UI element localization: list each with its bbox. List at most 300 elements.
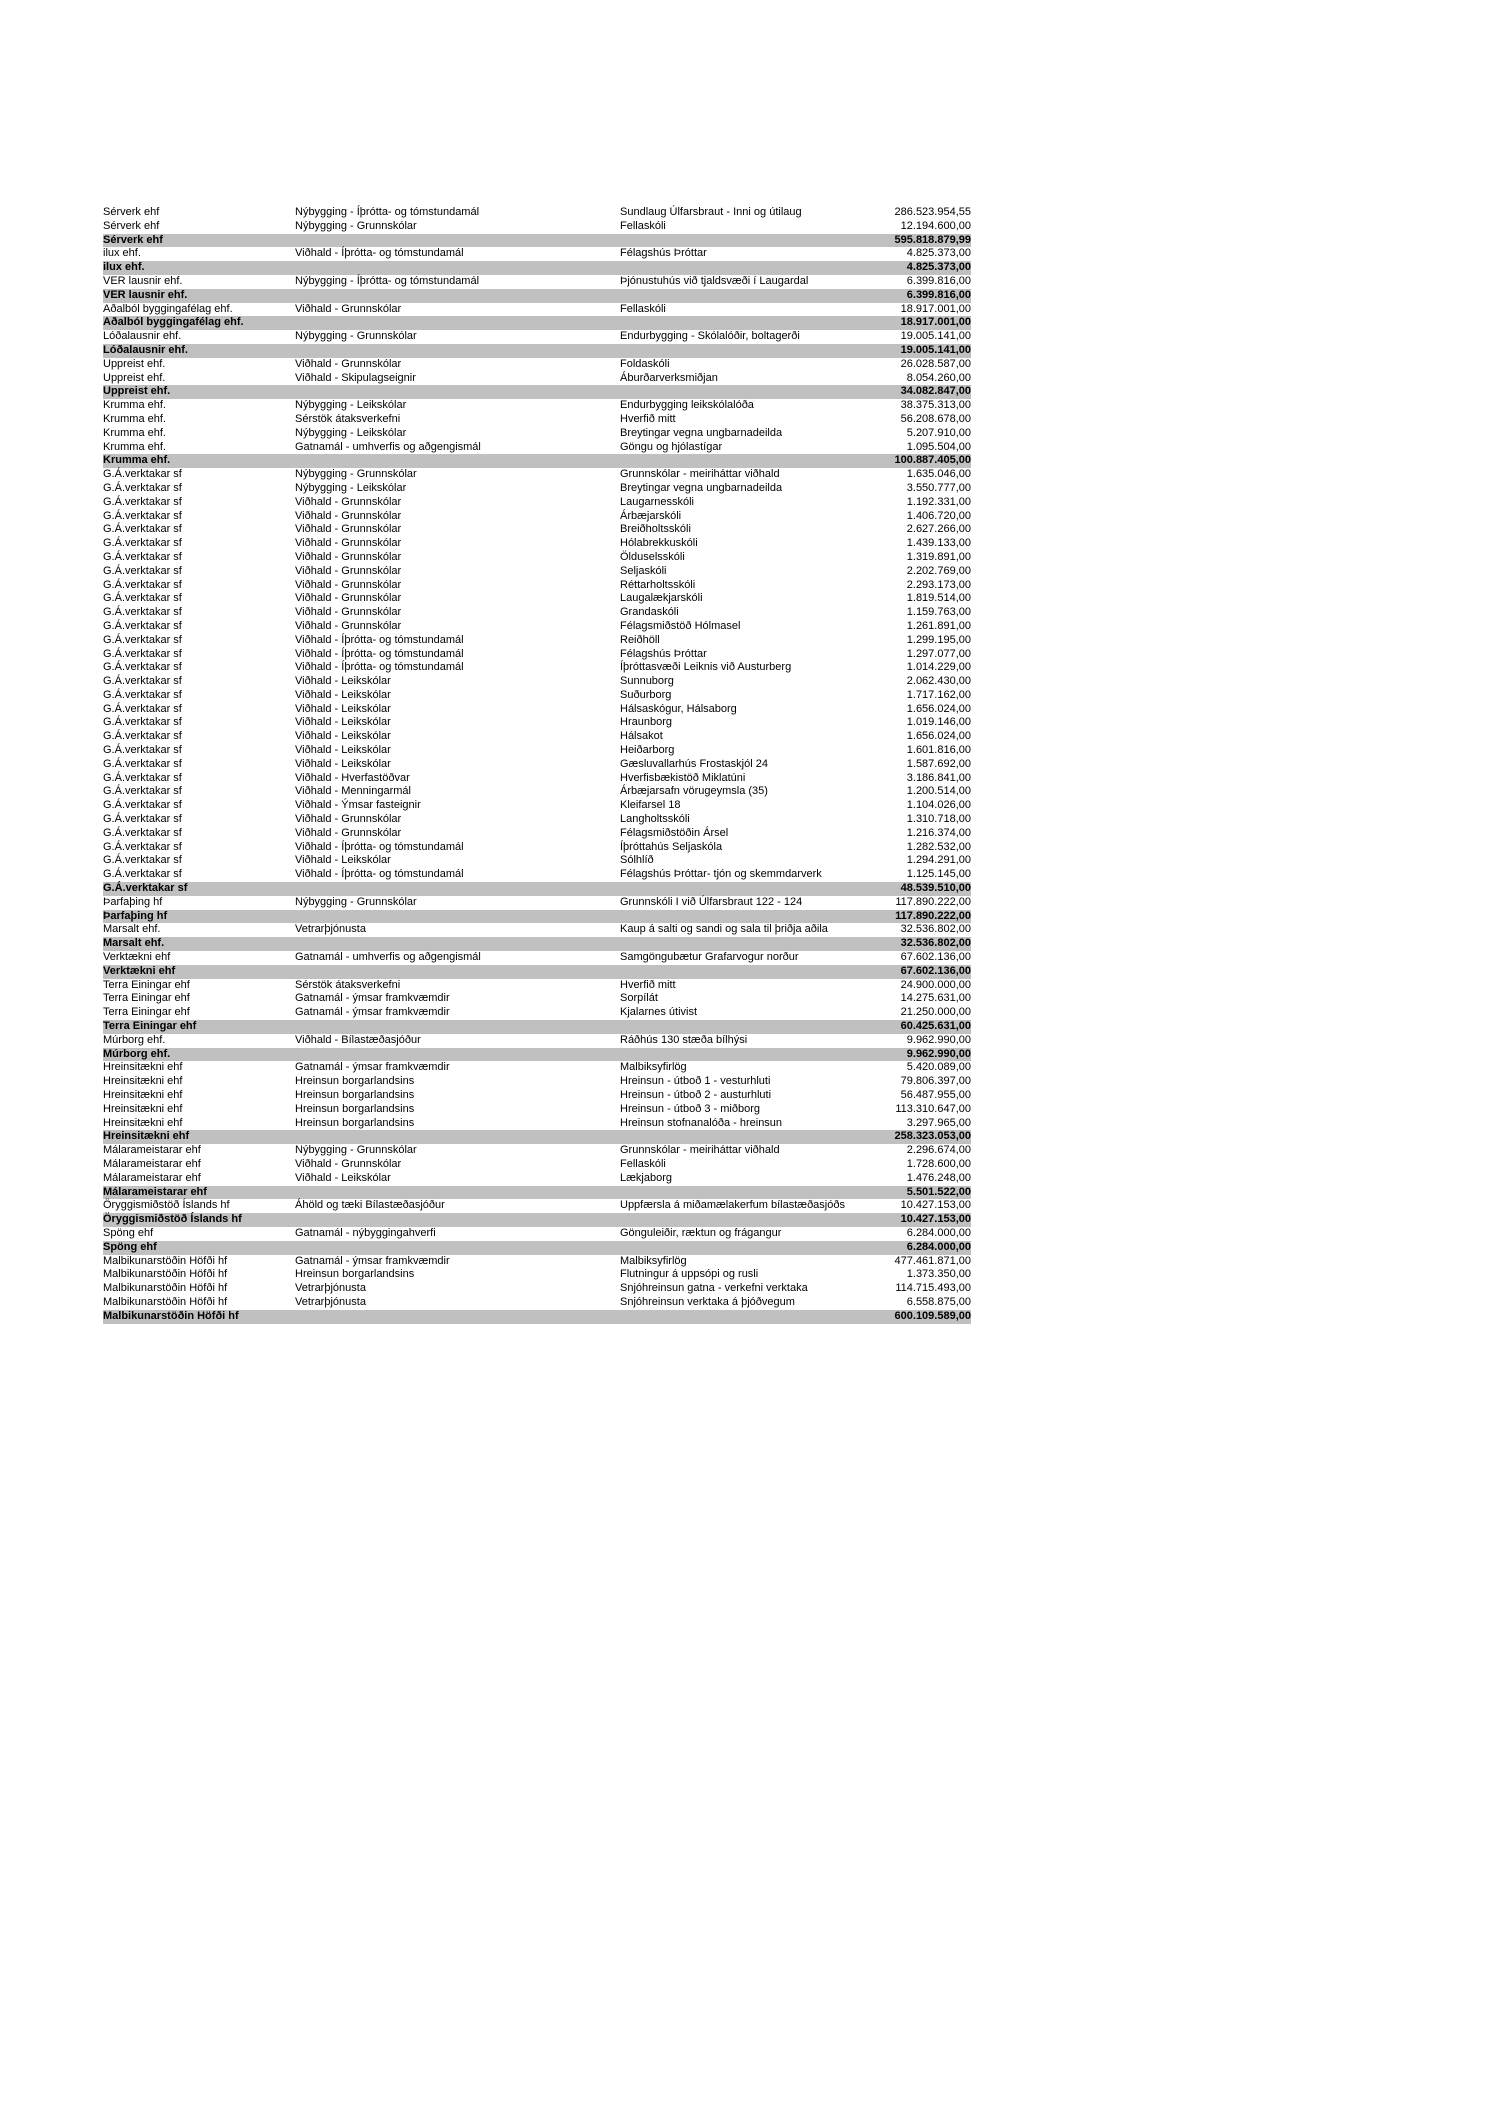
subtotal-row xyxy=(103,261,971,275)
company-cell: Múrborg ehf. xyxy=(103,1047,171,1060)
company-cell: G.Á.verktakar sf xyxy=(103,840,182,853)
subtotal-row xyxy=(103,965,971,979)
amount-cell: 6.284.000,00 xyxy=(906,1226,971,1239)
amount-cell: 32.536.802,00 xyxy=(900,923,971,936)
category-cell: Viðhald - Leikskólar xyxy=(295,757,391,770)
company-cell: G.Á.verktakar sf xyxy=(103,688,182,701)
subtotal-row xyxy=(103,385,971,399)
table-row xyxy=(103,427,971,441)
category-cell: Viðhald - Grunnskólar xyxy=(295,495,402,508)
category-cell: Viðhald - Íþrótta- og tómstundamál xyxy=(295,647,464,660)
company-cell: Marsalt ehf. xyxy=(103,937,165,950)
amount-cell: 79.806.397,00 xyxy=(900,1075,971,1088)
category-cell: Viðhald - Grunnskólar xyxy=(295,302,402,315)
table-row xyxy=(103,523,971,537)
company-cell: G.Á.verktakar sf xyxy=(103,592,182,605)
project-cell: Breytingar vegna ungbarnadeilda xyxy=(620,481,783,494)
company-cell: Krumma ehf. xyxy=(103,426,166,439)
table-row xyxy=(103,661,971,675)
table-row xyxy=(103,303,971,317)
project-cell: Hreinsun - útboð 1 - vesturhluti xyxy=(620,1075,771,1088)
amount-cell: 1.601.816,00 xyxy=(906,744,971,757)
amount-cell: 6.399.816,00 xyxy=(906,288,971,301)
category-cell: Viðhald - Hverfastöðvar xyxy=(295,771,410,784)
category-cell: Gatnamál - ýmsar framkvæmdir xyxy=(295,1061,450,1074)
project-cell: Réttarholtsskóli xyxy=(620,578,696,591)
company-cell: Aðalból byggingafélag ehf. xyxy=(103,316,244,329)
amount-cell: 1.159.763,00 xyxy=(906,606,971,619)
company-cell: Málarameistarar ehf xyxy=(103,1157,201,1170)
amount-cell: 2.296.674,00 xyxy=(906,1144,971,1157)
category-cell: Vetrarþjónusta xyxy=(295,1295,366,1308)
project-cell: Hreinsun stofnanalóða - hreinsun xyxy=(620,1116,783,1129)
amount-cell: 1.319.891,00 xyxy=(906,550,971,563)
table-row xyxy=(103,1296,971,1310)
table-row xyxy=(103,772,971,786)
amount-cell: 56.208.678,00 xyxy=(900,412,971,425)
project-cell: Sunnuborg xyxy=(620,675,674,688)
table-row xyxy=(103,868,971,882)
category-cell: Nýbygging - Grunnskólar xyxy=(295,468,417,481)
project-cell: Laugarnesskóli xyxy=(620,495,694,508)
amount-cell: 1.294.291,00 xyxy=(906,854,971,867)
table-row xyxy=(103,620,971,634)
table-row xyxy=(103,413,971,427)
category-cell: Viðhald - Leikskólar xyxy=(295,854,391,867)
amount-cell: 3.186.841,00 xyxy=(906,771,971,784)
project-cell: Hverfið mitt xyxy=(620,978,676,991)
project-cell: Íþróttasvæði Leiknis við Austurberg xyxy=(620,661,792,674)
category-cell: Gatnamál - nýbyggingahverfi xyxy=(295,1226,436,1239)
company-cell: G.Á.verktakar sf xyxy=(103,633,182,646)
company-cell: Krumma ehf. xyxy=(103,412,166,425)
amount-cell: 600.109.589,00 xyxy=(894,1309,971,1322)
company-cell: G.Á.verktakar sf xyxy=(103,799,182,812)
category-cell: Viðhald - Leikskólar xyxy=(295,716,391,729)
amount-cell: 38.375.313,00 xyxy=(900,399,971,412)
category-cell: Sérstök átaksverkefni xyxy=(295,978,401,991)
project-cell: Árbæjarsafn vörugeymsla (35) xyxy=(620,785,768,798)
contractor-report-table xyxy=(103,206,971,1324)
subtotal-row xyxy=(103,1020,971,1034)
project-cell: Seljaskóli xyxy=(620,564,667,577)
project-cell: Hraunborg xyxy=(620,716,672,729)
amount-cell: 1.261.891,00 xyxy=(906,619,971,632)
project-cell: Endurbygging - Skólalóðir, boltagerði xyxy=(620,330,800,343)
company-cell: Marsalt ehf. xyxy=(103,923,161,936)
amount-cell: 1.476.248,00 xyxy=(906,1171,971,1184)
amount-cell: 1.406.720,00 xyxy=(906,509,971,522)
company-cell: Terra Einingar ehf xyxy=(103,978,190,991)
amount-cell: 6.558.875,00 xyxy=(906,1295,971,1308)
project-cell: Flutningur á uppsópi og rusli xyxy=(620,1268,759,1281)
table-row xyxy=(103,813,971,827)
table-row xyxy=(103,1172,971,1186)
company-cell: Sérverk ehf xyxy=(103,233,163,246)
table-row xyxy=(103,206,971,220)
project-cell: Árbæjarskóli xyxy=(620,509,682,522)
project-cell: Félagsmiðstöðin Ársel xyxy=(620,826,729,839)
company-cell: Verktækni ehf xyxy=(103,964,176,977)
company-cell: VER lausnir ehf. xyxy=(103,288,188,301)
category-cell: Viðhald - Grunnskólar xyxy=(295,1157,402,1170)
project-cell: Snjóhreinsun gatna - verkefni verktaka xyxy=(620,1282,808,1295)
company-cell: G.Á.verktakar sf xyxy=(103,730,182,743)
category-cell: Hreinsun borgarlandsins xyxy=(295,1268,415,1281)
company-cell: Krumma ehf. xyxy=(103,440,166,453)
project-cell: Ráðhús 130 stæða bílhýsi xyxy=(620,1033,748,1046)
category-cell: Viðhald - Leikskólar xyxy=(295,702,391,715)
company-cell: Lóðalausnir ehf. xyxy=(103,343,188,356)
category-cell: Viðhald - Grunnskólar xyxy=(295,592,402,605)
company-cell: ilux ehf. xyxy=(103,247,141,260)
subtotal-row xyxy=(103,1186,971,1200)
company-cell: G.Á.verktakar sf xyxy=(103,716,182,729)
category-cell: Viðhald - Grunnskólar xyxy=(295,826,402,839)
category-cell: Áhöld og tæki Bílastæðasjóður xyxy=(295,1199,445,1212)
category-cell: Viðhald - Grunnskólar xyxy=(295,537,402,550)
table-row xyxy=(103,372,971,386)
table-row xyxy=(103,537,971,551)
category-cell: Hreinsun borgarlandsins xyxy=(295,1116,415,1129)
amount-cell: 258.323.053,00 xyxy=(894,1130,971,1143)
table-row xyxy=(103,496,971,510)
table-row xyxy=(103,606,971,620)
company-cell: ilux ehf. xyxy=(103,261,145,274)
project-cell: Endurbygging leikskólalóða xyxy=(620,399,754,412)
company-cell: G.Á.verktakar sf xyxy=(103,647,182,660)
amount-cell: 1.656.024,00 xyxy=(906,730,971,743)
project-cell: Sólhlíð xyxy=(620,854,654,867)
company-cell: Málarameistarar ehf xyxy=(103,1171,201,1184)
subtotal-row xyxy=(103,344,971,358)
company-cell: Uppreist ehf. xyxy=(103,385,171,398)
subtotal-row xyxy=(103,1213,971,1227)
table-row xyxy=(103,827,971,841)
project-cell: Grunnskólar - meiriháttar viðhald xyxy=(620,468,780,481)
project-cell: Grandaskóli xyxy=(620,606,679,619)
table-row xyxy=(103,703,971,717)
company-cell: Hreinsitækni ehf xyxy=(103,1102,183,1115)
table-row xyxy=(103,951,971,965)
company-cell: Málarameistarar ehf xyxy=(103,1185,207,1198)
project-cell: Malbiksyfirlög xyxy=(620,1254,687,1267)
amount-cell: 1.299.195,00 xyxy=(906,633,971,646)
amount-cell: 1.192.331,00 xyxy=(906,495,971,508)
amount-cell: 1.216.374,00 xyxy=(906,826,971,839)
table-row xyxy=(103,758,971,772)
company-cell: Hreinsitækni ehf xyxy=(103,1130,190,1143)
category-cell: Viðhald - Grunnskólar xyxy=(295,578,402,591)
company-cell: Spöng ehf xyxy=(103,1240,157,1253)
subtotal-row xyxy=(103,1048,971,1062)
amount-cell: 1.095.504,00 xyxy=(906,440,971,453)
table-row xyxy=(103,923,971,937)
amount-cell: 3.297.965,00 xyxy=(906,1116,971,1129)
table-row xyxy=(103,220,971,234)
company-cell: G.Á.verktakar sf xyxy=(103,509,182,522)
table-row xyxy=(103,1089,971,1103)
table-row xyxy=(103,785,971,799)
table-row xyxy=(103,1227,971,1241)
project-cell: Hólabrekkuskóli xyxy=(620,537,698,550)
category-cell: Gatnamál - ýmsar framkvæmdir xyxy=(295,992,450,1005)
category-cell: Nýbygging - Leikskólar xyxy=(295,481,407,494)
company-cell: G.Á.verktakar sf xyxy=(103,523,182,536)
company-cell: G.Á.verktakar sf xyxy=(103,757,182,770)
category-cell: Gatnamál - ýmsar framkvæmdir xyxy=(295,1254,450,1267)
category-cell: Nýbygging - Leikskólar xyxy=(295,399,407,412)
table-row xyxy=(103,634,971,648)
amount-cell: 5.207.910,00 xyxy=(906,426,971,439)
project-cell: Íþróttahús Seljaskóla xyxy=(620,840,723,853)
amount-cell: 1.656.024,00 xyxy=(906,702,971,715)
company-cell: G.Á.verktakar sf xyxy=(103,675,182,688)
category-cell: Viðhald - Leikskólar xyxy=(295,730,391,743)
company-cell: G.Á.verktakar sf xyxy=(103,537,182,550)
category-cell: Nýbygging - Íþrótta- og tómstundamál xyxy=(295,206,480,218)
project-cell: Fellaskóli xyxy=(620,1157,666,1170)
table-row xyxy=(103,648,971,662)
category-cell: Viðhald - Grunnskólar xyxy=(295,813,402,826)
amount-cell: 5.501.522,00 xyxy=(906,1185,971,1198)
category-cell: Viðhald - Leikskólar xyxy=(295,675,391,688)
company-cell: Uppreist ehf. xyxy=(103,357,166,370)
amount-cell: 1.728.600,00 xyxy=(906,1157,971,1170)
category-cell: Nýbygging - Leikskólar xyxy=(295,426,407,439)
company-cell: Öryggismiðstöð Íslands hf xyxy=(103,1213,242,1226)
company-cell: G.Á.verktakar sf xyxy=(103,744,182,757)
company-cell: Hreinsitækni ehf xyxy=(103,1116,183,1129)
subtotal-row xyxy=(103,1310,971,1324)
category-cell: Viðhald - Leikskólar xyxy=(295,744,391,757)
project-cell: Fellaskóli xyxy=(620,219,666,232)
table-row xyxy=(103,1199,971,1213)
subtotal-row xyxy=(103,1241,971,1255)
amount-cell: 18.917.001,00 xyxy=(900,316,971,329)
amount-cell: 60.425.631,00 xyxy=(900,1020,971,1033)
company-cell: Hreinsitækni ehf xyxy=(103,1075,183,1088)
table-row xyxy=(103,399,971,413)
project-cell: Göngu og hjólastígar xyxy=(620,440,723,453)
amount-cell: 117.890.222,00 xyxy=(895,895,971,908)
project-cell: Kjalarnes útivist xyxy=(620,1006,698,1019)
company-cell: Málarameistarar ehf xyxy=(103,1144,201,1157)
category-cell: Hreinsun borgarlandsins xyxy=(295,1075,415,1088)
company-cell: Sérverk ehf xyxy=(103,206,160,218)
table-row xyxy=(103,1268,971,1282)
company-cell: Þarfaþing hf xyxy=(103,895,163,908)
amount-cell: 19.005.141,00 xyxy=(900,330,971,343)
table-row xyxy=(103,1061,971,1075)
project-cell: Sundlaug Úlfarsbraut - Inni og útilaug xyxy=(620,206,802,218)
table-row xyxy=(103,579,971,593)
amount-cell: 24.900.000,00 xyxy=(900,978,971,991)
category-cell: Nýbygging - Grunnskólar xyxy=(295,219,417,232)
amount-cell: 5.420.089,00 xyxy=(906,1061,971,1074)
company-cell: G.Á.verktakar sf xyxy=(103,606,182,619)
category-cell: Viðhald - Grunnskólar xyxy=(295,523,402,536)
table-row xyxy=(103,992,971,1006)
table-row xyxy=(103,592,971,606)
amount-cell: 18.917.001,00 xyxy=(900,302,971,315)
category-cell: Viðhald - Grunnskólar xyxy=(295,564,402,577)
project-cell: Gæsluvallarhús Frostaskjól 24 xyxy=(620,757,768,770)
table-row xyxy=(103,675,971,689)
amount-cell: 286.523.954,55 xyxy=(894,206,971,218)
company-cell: G.Á.verktakar sf xyxy=(103,468,182,481)
category-cell: Viðhald - Grunnskólar xyxy=(295,619,402,632)
company-cell: Öryggismiðstöð Íslands hf xyxy=(103,1199,230,1212)
table-row xyxy=(103,1255,971,1269)
project-cell: Hálsaskógur, Hálsaborg xyxy=(620,702,737,715)
project-cell: Reiðhöll xyxy=(620,633,660,646)
amount-cell: 100.887.405,00 xyxy=(894,454,971,467)
category-cell: Viðhald - Ýmsar fasteignir xyxy=(295,799,421,812)
table-row xyxy=(103,441,971,455)
category-cell: Gatnamál - umhverfis og aðgengismál xyxy=(295,440,481,453)
category-cell: Viðhald - Íþrótta- og tómstundamál xyxy=(295,633,464,646)
table-row xyxy=(103,979,971,993)
subtotal-row xyxy=(103,937,971,951)
subtotal-row xyxy=(103,1130,971,1144)
amount-cell: 1.587.692,00 xyxy=(906,757,971,770)
company-cell: Lóðalausnir ehf. xyxy=(103,330,182,343)
category-cell: Viðhald - Íþrótta- og tómstundamál xyxy=(295,868,464,881)
amount-cell: 48.539.510,00 xyxy=(900,882,971,895)
amount-cell: 6.399.816,00 xyxy=(906,274,971,287)
project-cell: Foldaskóli xyxy=(620,357,670,370)
project-cell: Kaup á salti og sandi og sala til þriðja aðila xyxy=(620,923,828,936)
amount-cell: 117.890.222,00 xyxy=(895,909,971,922)
company-cell: Sérverk ehf xyxy=(103,219,160,232)
project-cell: Hverfið mitt xyxy=(620,412,676,425)
amount-cell: 34.082.847,00 xyxy=(900,385,971,398)
company-cell: G.Á.verktakar sf xyxy=(103,813,182,826)
project-cell: Gönguleiðir, ræktun og frágangur xyxy=(620,1226,782,1239)
amount-cell: 21.250.000,00 xyxy=(900,1006,971,1019)
category-cell: Viðhald - Grunnskólar xyxy=(295,606,402,619)
amount-cell: 1.019.146,00 xyxy=(906,716,971,729)
project-cell: Félagshús Þróttar- tjón og skemmdarverk xyxy=(620,868,822,881)
project-cell: Suðurborg xyxy=(620,688,672,701)
company-cell: Uppreist ehf. xyxy=(103,371,166,384)
amount-cell: 14.275.631,00 xyxy=(900,992,971,1005)
amount-cell: 1.282.532,00 xyxy=(906,840,971,853)
category-cell: Vetrarþjónusta xyxy=(295,923,366,936)
category-cell: Nýbygging - Grunnskólar xyxy=(295,330,417,343)
table-row xyxy=(103,330,971,344)
table-row xyxy=(103,716,971,730)
project-cell: Heiðarborg xyxy=(620,744,675,757)
subtotal-row xyxy=(103,454,971,468)
company-cell: Verktækni ehf xyxy=(103,951,171,964)
amount-cell: 4.825.373,00 xyxy=(906,247,971,260)
amount-cell: 114.715.493,00 xyxy=(895,1282,971,1295)
company-cell: Spöng ehf xyxy=(103,1226,154,1239)
project-cell: Áburðarverksmiðjan xyxy=(620,371,718,384)
table-row xyxy=(103,247,971,261)
subtotal-row xyxy=(103,882,971,896)
amount-cell: 1.310.718,00 xyxy=(906,813,971,826)
company-cell: Terra Einingar ehf xyxy=(103,1020,197,1033)
company-cell: G.Á.verktakar sf xyxy=(103,826,182,839)
table-row xyxy=(103,510,971,524)
subtotal-row xyxy=(103,234,971,248)
project-cell: Hverfisbækistöð Miklatúni xyxy=(620,771,746,784)
project-cell: Þjónustuhús við tjaldsvæði í Laugardal xyxy=(620,274,809,287)
table-row xyxy=(103,1103,971,1117)
table-row xyxy=(103,1282,971,1296)
project-cell: Ölduselsskóli xyxy=(620,550,685,563)
company-cell: Krumma ehf. xyxy=(103,399,166,412)
category-cell: Nýbygging - Grunnskólar xyxy=(295,1144,417,1157)
category-cell: Hreinsun borgarlandsins xyxy=(295,1089,415,1101)
table-row xyxy=(103,565,971,579)
project-cell: Hálsakot xyxy=(620,730,663,743)
table-row xyxy=(103,358,971,372)
table-row xyxy=(103,275,971,289)
project-cell: Kleifarsel 18 xyxy=(620,799,681,812)
category-cell: Gatnamál - umhverfis og aðgengismál xyxy=(295,951,481,964)
amount-cell: 1.635.046,00 xyxy=(906,468,971,481)
company-cell: G.Á.verktakar sf xyxy=(103,550,182,563)
amount-cell: 2.627.266,00 xyxy=(906,523,971,536)
amount-cell: 12.194.600,00 xyxy=(900,219,971,232)
amount-cell: 10.427.153,00 xyxy=(900,1213,971,1226)
company-cell: Múrborg ehf. xyxy=(103,1033,166,1046)
project-cell: Félagsmiðstöð Hólmasel xyxy=(620,619,741,632)
company-cell: Aðalból byggingafélag ehf. xyxy=(103,302,233,315)
company-cell: G.Á.verktakar sf xyxy=(103,882,188,895)
company-cell: Malbikunarstöðin Höfði hf xyxy=(103,1254,228,1267)
table-row xyxy=(103,551,971,565)
table-row xyxy=(103,841,971,855)
amount-cell: 67.602.136,00 xyxy=(900,951,971,964)
table-row xyxy=(103,468,971,482)
company-cell: G.Á.verktakar sf xyxy=(103,785,182,798)
company-cell: Malbikunarstöðin Höfði hf xyxy=(103,1295,228,1308)
category-cell: Viðhald - Íþrótta- og tómstundamál xyxy=(295,840,464,853)
project-cell: Langholtsskóli xyxy=(620,813,690,826)
amount-cell: 10.427.153,00 xyxy=(900,1199,971,1212)
company-cell: Malbikunarstöðin Höfði hf xyxy=(103,1309,239,1322)
table-row xyxy=(103,744,971,758)
company-cell: G.Á.verktakar sf xyxy=(103,661,182,674)
table-row xyxy=(103,799,971,813)
amount-cell: 477.461.871,00 xyxy=(894,1254,971,1267)
category-cell: Viðhald - Grunnskólar xyxy=(295,550,402,563)
category-cell: Viðhald - Íþrótta- og tómstundamál xyxy=(295,661,464,674)
category-cell: Viðhald - Grunnskólar xyxy=(295,509,402,522)
amount-cell: 2.202.769,00 xyxy=(906,564,971,577)
table-row xyxy=(103,482,971,496)
amount-cell: 32.536.802,00 xyxy=(900,937,971,950)
amount-cell: 1.104.026,00 xyxy=(906,799,971,812)
amount-cell: 2.293.173,00 xyxy=(906,578,971,591)
project-cell: Hreinsun - útboð 3 - miðborg xyxy=(620,1102,761,1115)
amount-cell: 1.439.133,00 xyxy=(906,537,971,550)
company-cell: G.Á.verktakar sf xyxy=(103,495,182,508)
project-cell: Sorpílát xyxy=(620,992,658,1005)
amount-cell: 26.028.587,00 xyxy=(900,357,971,370)
company-cell: G.Á.verktakar sf xyxy=(103,619,182,632)
table-row xyxy=(103,1034,971,1048)
category-cell: Viðhald - Leikskólar xyxy=(295,688,391,701)
company-cell: G.Á.verktakar sf xyxy=(103,481,182,494)
table-row xyxy=(103,1117,971,1131)
table-row xyxy=(103,1006,971,1020)
